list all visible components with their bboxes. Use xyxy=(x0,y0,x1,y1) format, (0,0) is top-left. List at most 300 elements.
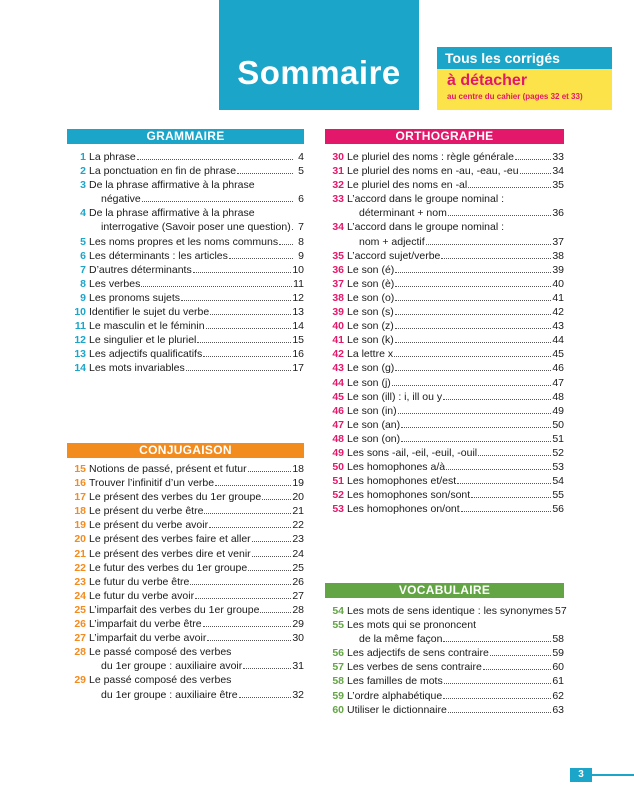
toc-leader-dots xyxy=(478,454,551,456)
toc-leader-dots xyxy=(142,200,293,202)
toc-entry xyxy=(325,446,564,460)
page-title: Sommaire xyxy=(237,54,401,91)
toc-entry-page: 17 xyxy=(292,362,304,375)
toc-leader-dots xyxy=(395,299,551,301)
toc-entry-title: Les mots invariables xyxy=(89,362,185,375)
toc-entry-page: 51 xyxy=(552,432,564,445)
toc-leader-dots xyxy=(204,512,291,514)
toc-entry xyxy=(67,333,304,347)
toc-leader-dots xyxy=(186,369,292,371)
toc-entry-page: 55 xyxy=(552,489,564,502)
toc-entry-number: 46 xyxy=(332,404,344,417)
toc-leader-dots xyxy=(210,313,291,315)
toc-entry-title: Le son (k) xyxy=(347,334,394,347)
toc-entry-number: 20 xyxy=(74,533,86,546)
toc-entry-title: L’ordre alphabétique xyxy=(347,689,443,702)
toc-entry-number: 13 xyxy=(74,348,86,361)
toc-entry-number: 36 xyxy=(332,263,344,276)
toc-entry-number: 6 xyxy=(80,249,86,262)
toc-entry-title: Le son (j) xyxy=(347,376,391,389)
toc-entry-page: 52 xyxy=(552,446,564,459)
toc-entry-number: 17 xyxy=(74,491,86,504)
toc-entry xyxy=(325,220,564,248)
toc-leader-dots xyxy=(441,257,551,259)
toc-entry-title: Les familles de mots xyxy=(347,675,443,688)
toc-entry-number: 25 xyxy=(74,603,86,616)
toc-entry-page: 23 xyxy=(292,533,304,546)
toc-entry-title: Le son (é) xyxy=(347,263,395,276)
toc-entry-title: Le son (an) xyxy=(347,418,401,431)
toc-entry-page: 41 xyxy=(552,291,564,304)
toc-leader-dots xyxy=(444,682,552,684)
toc-entry xyxy=(67,347,304,361)
toc-entry-page: 32 xyxy=(292,688,304,701)
toc-entry-number: 28 xyxy=(74,646,86,659)
toc-entry-title: Le son (è) xyxy=(347,277,395,290)
toc-entry xyxy=(67,561,304,575)
entries-orthographe xyxy=(325,150,564,516)
toc-entry xyxy=(67,235,304,249)
toc-entry-page: 42 xyxy=(552,306,564,319)
toc-entry-number: 44 xyxy=(332,376,344,389)
toc-entry xyxy=(67,631,304,645)
toc-entry-page: 24 xyxy=(292,547,304,560)
toc-entry-page: 49 xyxy=(552,404,564,417)
toc-leader-dots xyxy=(395,285,551,287)
toc-leader-dots xyxy=(190,583,291,585)
toc-leader-dots xyxy=(239,696,292,698)
toc-leader-dots xyxy=(395,341,552,343)
toc-entry-page: 16 xyxy=(292,348,304,361)
toc-entry-number: 42 xyxy=(332,348,344,361)
toc-entry-number: 37 xyxy=(332,277,344,290)
toc-entry xyxy=(67,305,304,319)
toc-entry-title: Le pluriel des noms en -al xyxy=(347,179,468,192)
toc-entry xyxy=(325,674,564,688)
toc-entry-page: 25 xyxy=(292,561,304,574)
toc-entry-number: 19 xyxy=(74,519,86,532)
toc-entry-number: 35 xyxy=(332,249,344,262)
toc-entry-number: 51 xyxy=(332,475,344,488)
toc-leader-dots xyxy=(193,271,292,273)
toc-entry-page: 56 xyxy=(552,503,564,516)
toc-entry-number: 49 xyxy=(332,446,344,459)
toc-entry-page: 11 xyxy=(293,277,304,290)
toc-entry-title: Le son (on) xyxy=(347,432,401,445)
toc-entry-page: 63 xyxy=(552,703,564,716)
toc-leader-dots xyxy=(401,440,551,442)
toc-entry-title: Le présent du verbe avoir xyxy=(89,519,209,532)
toc-entry-title: du 1er groupe : auxiliaire être xyxy=(101,688,238,701)
toc-leader-dots xyxy=(392,384,552,386)
toc-entry xyxy=(325,703,564,717)
toc-entry-page: 22 xyxy=(292,519,304,532)
toc-entry-page: 61 xyxy=(552,675,564,688)
toc-entry xyxy=(325,390,564,404)
toc-leader-dots xyxy=(209,526,291,528)
toc-leader-dots xyxy=(203,355,291,357)
toc-entry-page: 20 xyxy=(292,491,304,504)
toc-entry xyxy=(67,361,304,375)
toc-leader-dots xyxy=(203,625,292,627)
toc-entry-page: 45 xyxy=(552,348,564,361)
toc-entry-title: L’accord dans le groupe nominal : xyxy=(347,193,505,206)
toc-entry-number: 30 xyxy=(332,151,344,163)
toc-entry xyxy=(325,263,564,277)
toc-entry-page: 14 xyxy=(292,320,304,333)
toc-entry-page: 54 xyxy=(552,475,564,488)
toc-leader-dots xyxy=(515,158,551,160)
toc-entry xyxy=(325,150,564,164)
toc-entry-page: 58 xyxy=(552,633,564,646)
toc-entry xyxy=(325,618,564,646)
corriges-callout xyxy=(437,47,612,110)
toc-entry xyxy=(325,361,564,375)
toc-leader-dots xyxy=(483,668,551,670)
entries-grammaire xyxy=(67,150,304,376)
toc-leader-dots xyxy=(197,341,291,343)
toc-entry-number: 14 xyxy=(74,362,86,375)
toc-entry-title: L’imparfait des verbes du 1er groupe xyxy=(89,603,260,616)
toc-entry-page: 47 xyxy=(552,376,564,389)
toc-entry-title: Identifier le sujet du verbe xyxy=(89,306,210,319)
section-conjugaison xyxy=(67,443,304,702)
toc-leader-dots xyxy=(215,484,291,486)
section-orthographe xyxy=(325,129,564,516)
toc-entry-page: 26 xyxy=(292,575,304,588)
toc-entry-title: Les homophones son/sont xyxy=(347,489,471,502)
toc-entry-number: 39 xyxy=(332,306,344,319)
toc-entry xyxy=(325,178,564,192)
toc-entry xyxy=(325,333,564,347)
toc-entry-page: 59 xyxy=(552,647,564,660)
toc-entry-number: 38 xyxy=(332,291,344,304)
toc-entry-page: 46 xyxy=(552,362,564,375)
toc-entry-title: Utiliser le dictionnaire xyxy=(347,703,447,716)
toc-leader-dots xyxy=(262,498,291,500)
toc-entry-number: 41 xyxy=(332,334,344,347)
toc-entry-title: L’imparfait du verbe avoir xyxy=(89,632,207,645)
toc-entry-title: Les adjectifs qualificatifs xyxy=(89,348,203,361)
section-grammaire xyxy=(67,129,304,376)
toc-entry-title: La phrase xyxy=(89,151,136,163)
toc-entry-page: 19 xyxy=(292,477,304,490)
toc-entry-title: De la phrase affirmative à la phrase xyxy=(89,207,255,220)
toc-leader-dots xyxy=(141,285,292,287)
corriges-line1: Tous les corrigés xyxy=(437,47,612,69)
toc-leader-dots xyxy=(395,271,551,273)
toc-entry-page: 13 xyxy=(292,306,304,319)
toc-entry-page: 12 xyxy=(292,291,304,304)
toc-entry-number: 32 xyxy=(332,179,344,192)
toc-entry-title: Le futur du verbe avoir xyxy=(89,589,195,602)
toc-entry-number: 16 xyxy=(74,477,86,490)
toc-entry-page: 44 xyxy=(552,334,564,347)
toc-entry-number: 3 xyxy=(80,179,86,192)
toc-entry-page: 39 xyxy=(552,263,564,276)
toc-entry-number: 52 xyxy=(332,489,344,502)
toc-entry xyxy=(325,460,564,474)
toc-leader-dots xyxy=(395,327,552,329)
toc-entry xyxy=(67,319,304,333)
toc-entry xyxy=(325,347,564,361)
toc-entry-number: 59 xyxy=(332,689,344,702)
toc-entry xyxy=(325,277,564,291)
toc-entry xyxy=(67,645,304,673)
toc-entry-number: 27 xyxy=(74,632,86,645)
toc-entry-title: Les mots qui se prononcent xyxy=(347,619,476,632)
toc-leader-dots xyxy=(461,510,552,512)
toc-leader-dots xyxy=(395,369,551,371)
toc-entry xyxy=(325,376,564,390)
section-heading-conjugaison: CONJUGAISON xyxy=(67,443,304,458)
toc-entry-number: 43 xyxy=(332,362,344,375)
toc-entry xyxy=(67,589,304,603)
toc-entry-title: Le pluriel des noms : règle générale xyxy=(347,151,514,163)
toc-entry-title: Le singulier et le pluriel xyxy=(89,334,197,347)
toc-entry-page: 5 xyxy=(298,165,304,178)
toc-entry-title: nom + adjectif xyxy=(359,235,425,248)
toc-entry-title: Le son (ill) : i, ill ou y xyxy=(347,390,443,403)
toc-leader-dots xyxy=(229,257,293,259)
toc-leader-dots xyxy=(490,654,551,656)
toc-entry-title: Le son (s) xyxy=(347,306,394,319)
toc-leader-dots xyxy=(426,243,552,245)
toc-entry xyxy=(325,502,564,516)
toc-entry-number: 45 xyxy=(332,390,344,403)
toc-entry xyxy=(325,604,567,618)
toc-entry-number: 12 xyxy=(74,334,86,347)
toc-entry-title: Le son (g) xyxy=(347,362,395,375)
toc-entry-number: 34 xyxy=(332,221,344,234)
toc-entry xyxy=(325,404,564,418)
toc-entry-title: De la phrase affirmative à la phrase xyxy=(89,179,255,192)
toc-entry-title: négative xyxy=(101,193,141,206)
toc-entry xyxy=(325,488,564,502)
section-heading-orthographe: ORTHOGRAPHE xyxy=(325,129,564,144)
toc-entry-number: 40 xyxy=(332,320,344,333)
entries-conjugaison xyxy=(67,462,304,702)
toc-entry-number: 9 xyxy=(80,291,86,304)
toc-entry-title: du 1er groupe : auxiliaire avoir xyxy=(101,660,243,673)
corriges-line3: au centre du cahier (pages 32 et 33) xyxy=(447,92,583,101)
toc-entry-number: 1 xyxy=(80,151,86,163)
toc-entry-number: 54 xyxy=(332,605,344,617)
toc-entry-page: 30 xyxy=(292,632,304,645)
toc-entry-number: 48 xyxy=(332,432,344,445)
toc-entry xyxy=(325,474,564,488)
toc-entry-page: 31 xyxy=(292,660,304,673)
toc-entry-title: Les verbes xyxy=(89,277,141,290)
toc-entry-title: La lettre x xyxy=(347,348,394,361)
toc-entry-title: Le futur des verbes du 1er groupe xyxy=(89,561,248,574)
toc-entry-page: 33 xyxy=(552,151,564,163)
toc-entry-number: 29 xyxy=(74,674,86,687)
toc-entry-title: Notions de passé, présent et futur xyxy=(89,463,247,475)
toc-entry xyxy=(67,518,304,532)
toc-entry-number: 21 xyxy=(74,547,86,560)
toc-entry xyxy=(325,164,564,178)
toc-entry-number: 55 xyxy=(332,619,344,632)
toc-entry-title: Les pronoms sujets xyxy=(89,291,181,304)
toc-entry xyxy=(67,603,304,617)
toc-entry-title: La ponctuation en fin de phrase xyxy=(89,165,237,178)
toc-entry-title: Le passé composé des verbes xyxy=(89,674,232,687)
toc-entry-number: 24 xyxy=(74,589,86,602)
corriges-box xyxy=(437,69,612,110)
toc-entry xyxy=(325,192,564,220)
toc-entry-page: 36 xyxy=(552,207,564,220)
toc-entry-page: 40 xyxy=(552,277,564,290)
toc-entry-title: Les mots de sens identique : les synonymes xyxy=(347,605,554,617)
toc-entry-title: Le son (o) xyxy=(347,291,395,304)
toc-leader-dots xyxy=(260,611,291,613)
toc-entry-number: 23 xyxy=(74,575,86,588)
toc-entry-title: Le présent du verbe être xyxy=(89,505,204,518)
toc-entry-number: 4 xyxy=(80,207,86,220)
toc-leader-dots xyxy=(248,470,292,472)
toc-entry-page: 7 xyxy=(298,221,304,234)
toc-entry-title: Le futur du verbe être xyxy=(89,575,190,588)
toc-entry-title: Les homophones on/ont xyxy=(347,503,460,516)
toc-entry xyxy=(325,291,564,305)
toc-entry-number: 8 xyxy=(80,277,86,290)
toc-leader-dots xyxy=(443,640,551,642)
section-heading-grammaire: GRAMMAIRE xyxy=(67,129,304,144)
corriges-line2: à détacher xyxy=(447,72,528,89)
toc-leader-dots xyxy=(443,697,551,699)
toc-leader-dots xyxy=(398,412,552,414)
toc-entry-page: 48 xyxy=(552,390,564,403)
toc-entry-title: L’accord sujet/verbe xyxy=(347,249,441,262)
toc-entry xyxy=(67,263,304,277)
toc-entry-number: 31 xyxy=(332,165,344,178)
toc-entry xyxy=(67,178,304,206)
toc-leader-dots xyxy=(237,172,293,174)
toc-entry xyxy=(67,249,304,263)
section-vocabulaire xyxy=(325,583,567,717)
toc-entry-title: Le présent des verbes du 1er groupe xyxy=(89,491,262,504)
toc-entry xyxy=(67,164,304,178)
toc-entry xyxy=(67,206,304,234)
toc-entry-number: 18 xyxy=(74,505,86,518)
toc-leader-dots xyxy=(181,299,291,301)
toc-entry-title: Les sons -ail, -eil, -euil, -ouil xyxy=(347,446,478,459)
toc-leader-dots xyxy=(446,468,551,470)
toc-entry xyxy=(67,277,304,291)
toc-entry xyxy=(325,305,564,319)
toc-entry-title: Le son (z) xyxy=(347,320,394,333)
toc-leader-dots xyxy=(195,597,291,599)
toc-entry-title: Les adjectifs de sens contraire xyxy=(347,647,489,660)
toc-entry-number: 57 xyxy=(332,661,344,674)
toc-entry-page: 10 xyxy=(292,263,304,276)
toc-entry-title: Le pluriel des noms en -au, -eau, -eu xyxy=(347,165,519,178)
toc-entry-page: 18 xyxy=(292,463,304,475)
toc-leader-dots xyxy=(471,496,551,498)
toc-entry-number: 58 xyxy=(332,675,344,688)
toc-entry-number: 22 xyxy=(74,561,86,574)
toc-entry xyxy=(325,660,564,674)
page-number-rule xyxy=(592,774,634,776)
toc-leader-dots xyxy=(443,398,551,400)
toc-leader-dots xyxy=(243,667,291,669)
toc-leader-dots xyxy=(401,426,551,428)
toc-entry-title: Les verbes de sens contraire xyxy=(347,661,482,674)
toc-entry-number: 15 xyxy=(74,463,86,475)
toc-entry-page: 60 xyxy=(552,661,564,674)
toc-entry-title: D’autres déterminants xyxy=(89,263,192,276)
toc-entry xyxy=(67,673,304,701)
toc-entry-page: 62 xyxy=(552,689,564,702)
entries-vocabulaire xyxy=(325,604,567,717)
toc-entry xyxy=(67,547,304,561)
toc-leader-dots xyxy=(520,172,552,174)
toc-entry-page: 28 xyxy=(292,603,304,616)
toc-entry-title: L’imparfait du verbe être xyxy=(89,618,202,631)
toc-entry-number: 10 xyxy=(74,306,86,319)
section-heading-vocabulaire: VOCABULAIRE xyxy=(325,583,564,598)
toc-entry xyxy=(67,532,304,546)
toc-entry-title: Les noms propres et les noms communs xyxy=(89,235,279,248)
toc-entry xyxy=(67,490,304,504)
toc-leader-dots xyxy=(395,313,552,315)
toc-entry-number: 50 xyxy=(332,461,344,474)
toc-entry-number: 11 xyxy=(74,320,86,333)
toc-entry-page: 27 xyxy=(292,589,304,602)
toc-leader-dots xyxy=(448,711,552,713)
toc-entry-title: interrogative (Savoir poser une question) xyxy=(101,221,291,234)
toc-leader-dots xyxy=(448,214,551,216)
toc-entry-number: 26 xyxy=(74,618,86,631)
toc-entry-page: 29 xyxy=(292,618,304,631)
toc-entry-page: 53 xyxy=(552,461,564,474)
toc-leader-dots xyxy=(394,355,551,357)
toc-leader-dots xyxy=(252,555,292,557)
toc-entry xyxy=(67,575,304,589)
toc-entry xyxy=(325,646,564,660)
toc-entry-title: Le passé composé des verbes xyxy=(89,646,232,659)
toc-leader-dots xyxy=(206,327,292,329)
toc-entry-page: 57 xyxy=(555,605,567,617)
toc-entry-page: 9 xyxy=(298,249,304,262)
toc-entry xyxy=(67,462,304,476)
toc-entry xyxy=(325,689,564,703)
toc-entry-page: 4 xyxy=(298,151,304,163)
toc-entry xyxy=(67,291,304,305)
toc-entry-number: 7 xyxy=(80,263,86,276)
toc-entry-page: 8 xyxy=(298,235,304,248)
toc-entry xyxy=(67,476,304,490)
toc-entry-number: 60 xyxy=(332,703,344,716)
toc-entry-title: Le masculin et le féminin xyxy=(89,320,205,333)
toc-leader-dots xyxy=(248,569,291,571)
page-number: 3 xyxy=(570,768,592,782)
toc-entry-title: Le son (in) xyxy=(347,404,397,417)
toc-entry-page: 6 xyxy=(298,193,304,206)
toc-entry-number: 47 xyxy=(332,418,344,431)
toc-leader-dots xyxy=(279,243,293,245)
toc-entry-number: 2 xyxy=(80,165,86,178)
toc-entry-number: 56 xyxy=(332,647,344,660)
toc-entry-page: 35 xyxy=(552,179,564,192)
toc-entry xyxy=(325,418,564,432)
toc-entry xyxy=(67,617,304,631)
toc-entry-number: 33 xyxy=(332,193,344,206)
toc-entry-title: Trouver l’infinitif d’un verbe xyxy=(89,477,215,490)
toc-entry-number: 53 xyxy=(332,503,344,516)
toc-entry-number: 5 xyxy=(80,235,86,248)
